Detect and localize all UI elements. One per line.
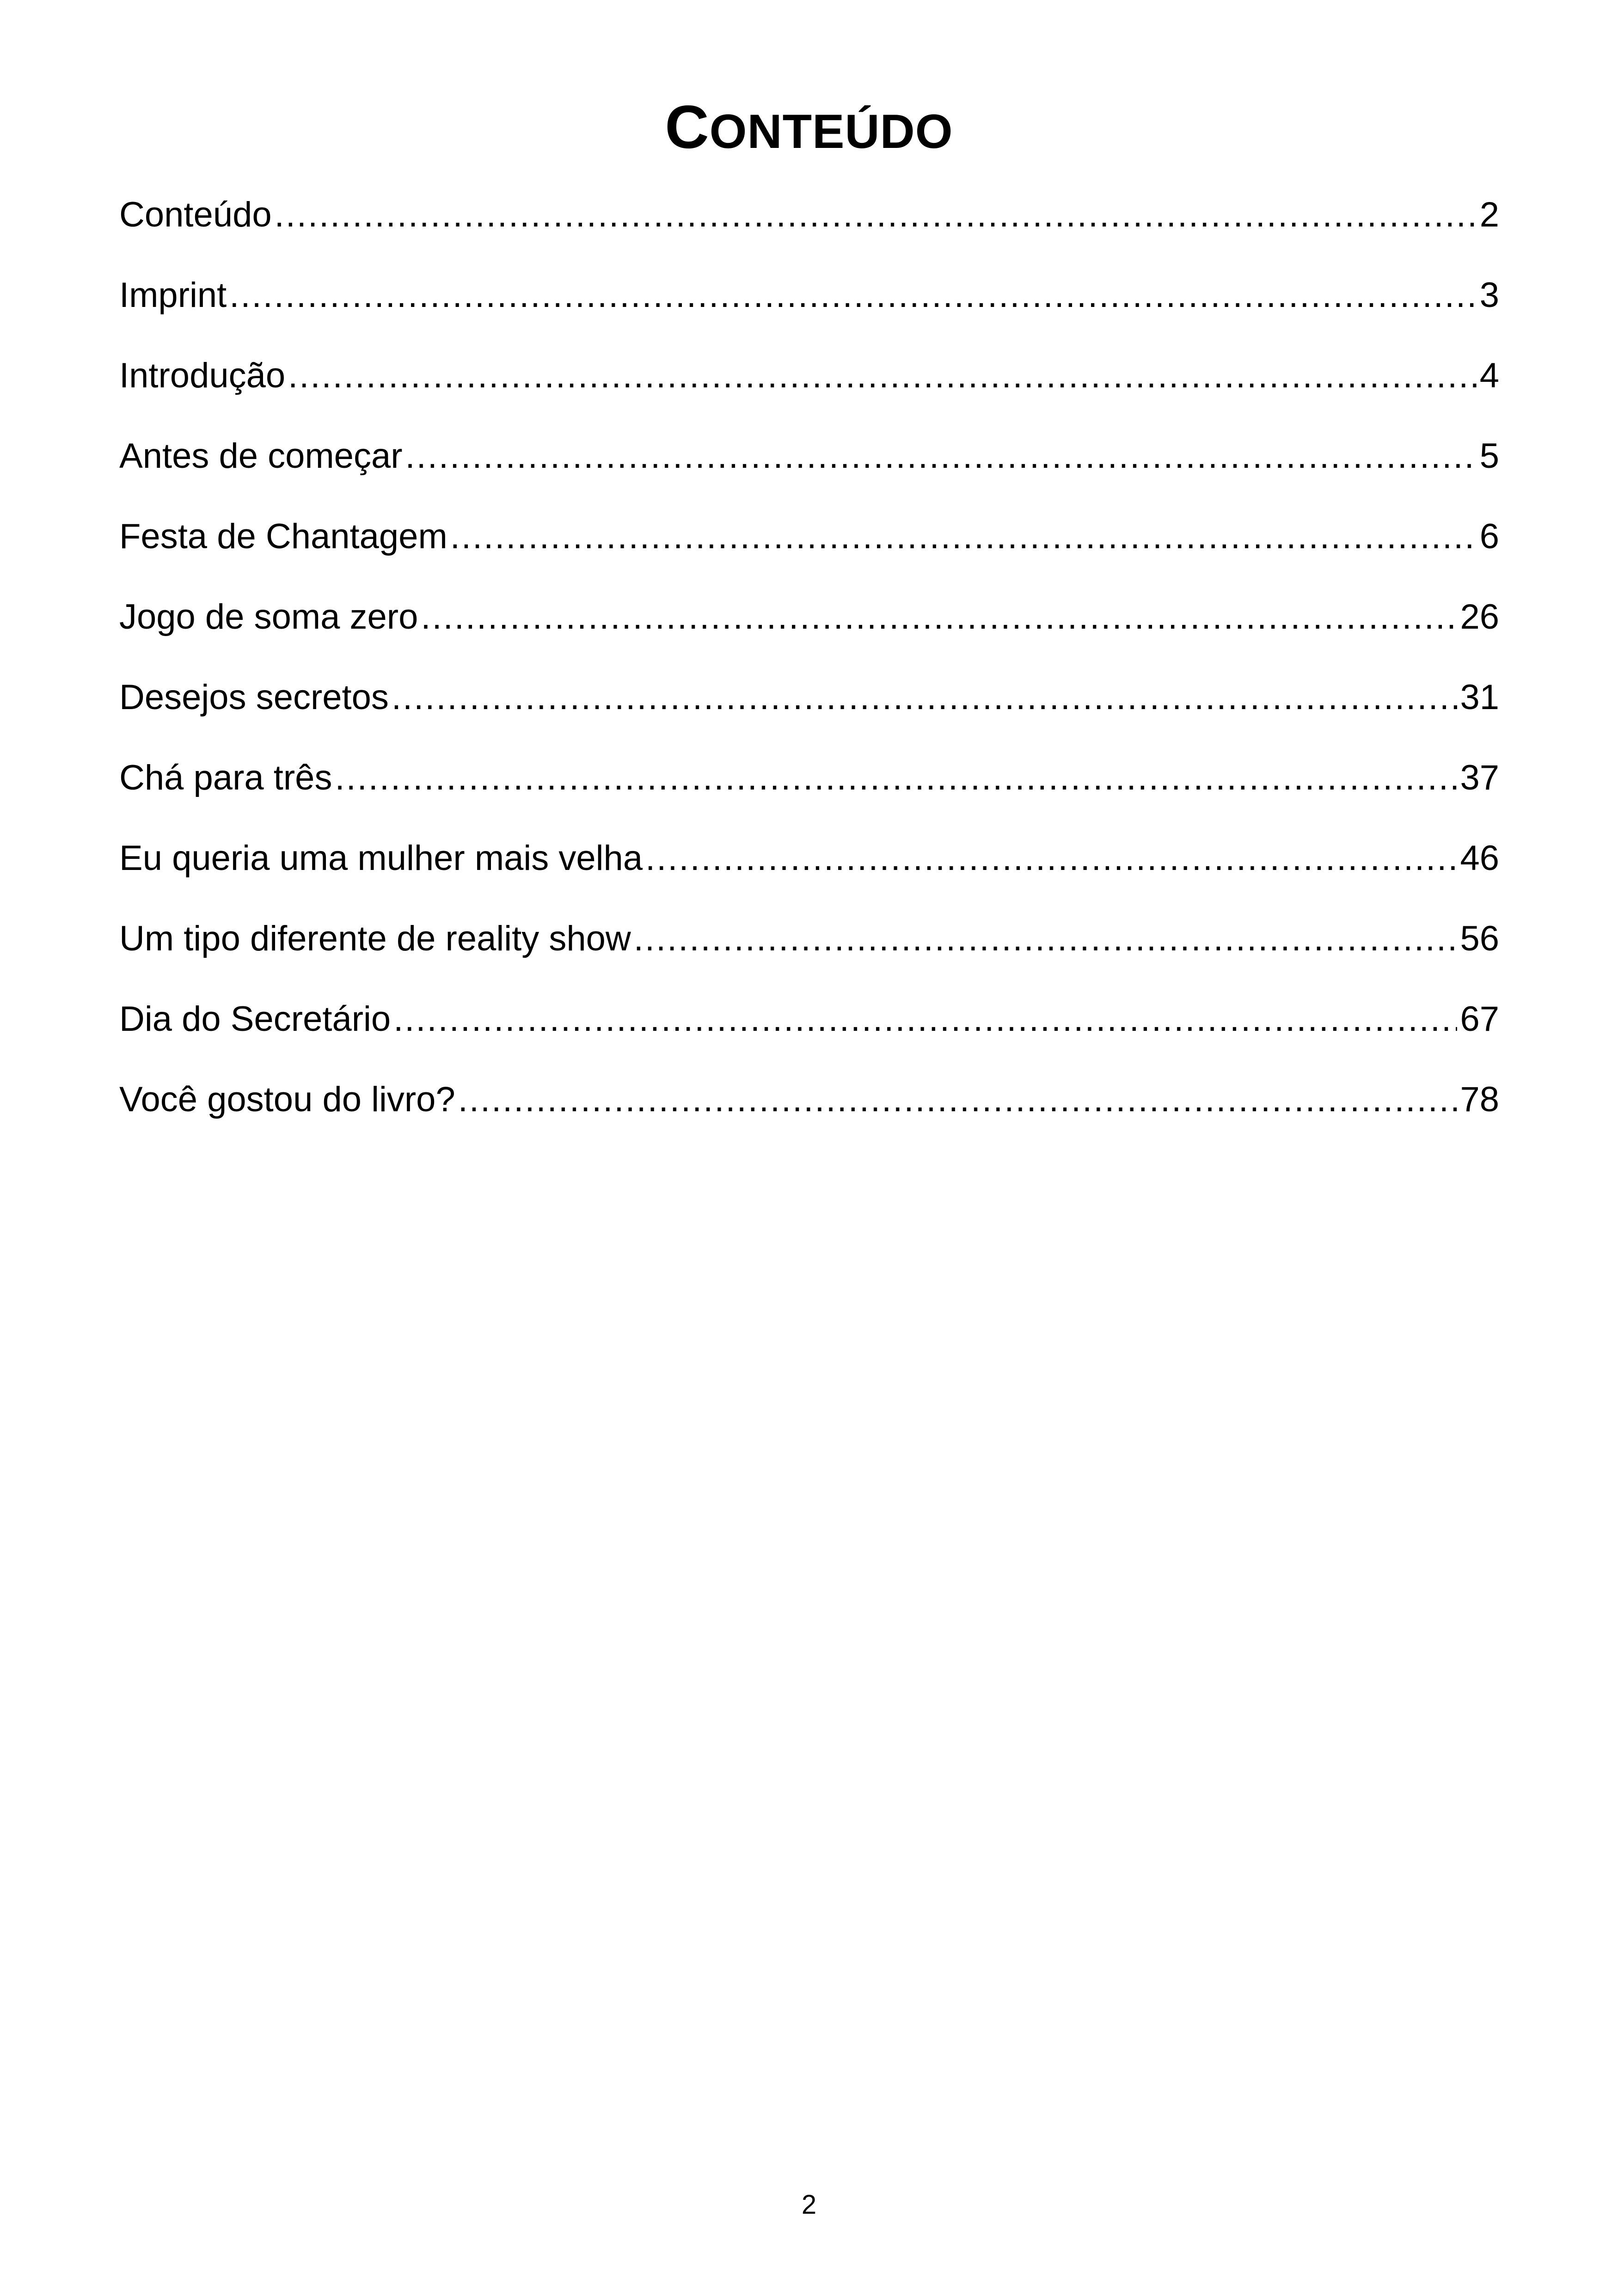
toc-entry-page: 5 xyxy=(1479,436,1499,476)
toc-dot-leader xyxy=(229,268,1477,323)
toc-entry-title: Um tipo diferente de reality show xyxy=(119,919,631,958)
toc-entry-page: 37 xyxy=(1460,758,1499,797)
toc-entry[interactable] xyxy=(119,670,1499,750)
toc-entry[interactable] xyxy=(119,831,1499,911)
toc-entry-page: 67 xyxy=(1460,999,1499,1039)
toc-entry-page: 6 xyxy=(1479,517,1499,556)
toc-dot-leader xyxy=(645,831,1457,886)
toc-dot-leader xyxy=(392,670,1458,725)
toc-entry-title: Imprint xyxy=(119,276,227,315)
toc-entry-page: 3 xyxy=(1479,276,1499,315)
page-title-rest: ONTEÚDO xyxy=(709,105,953,159)
table-of-contents xyxy=(119,187,1499,1152)
toc-entry-page: 26 xyxy=(1460,597,1499,637)
toc-entry-page: 4 xyxy=(1479,356,1499,395)
toc-entry[interactable] xyxy=(119,187,1499,268)
toc-entry-page: 56 xyxy=(1460,919,1499,958)
toc-entry[interactable] xyxy=(119,348,1499,429)
toc-dot-leader xyxy=(458,1072,1458,1127)
toc-dot-leader xyxy=(450,509,1477,564)
page-number: 2 xyxy=(801,2190,817,2220)
toc-dot-leader xyxy=(393,992,1457,1047)
toc-dot-leader xyxy=(421,589,1457,645)
toc-entry-page: 46 xyxy=(1460,839,1499,878)
toc-entry-title: Eu queria uma mulher mais velha xyxy=(119,839,643,878)
toc-entry[interactable] xyxy=(119,589,1499,670)
page-title xyxy=(0,90,1618,169)
toc-entry-title: Desejos secretos xyxy=(119,678,389,717)
toc-dot-leader xyxy=(275,187,1477,243)
toc-entry[interactable] xyxy=(119,429,1499,509)
toc-entry[interactable] xyxy=(119,992,1499,1072)
toc-dot-leader xyxy=(634,911,1458,967)
toc-entry-title: Festa de Chantagem xyxy=(119,517,447,556)
toc-entry[interactable] xyxy=(119,268,1499,348)
toc-entry-title: Antes de começar xyxy=(119,436,403,476)
page-title-initial: C xyxy=(665,93,710,161)
toc-entry-page: 31 xyxy=(1460,678,1499,717)
toc-entry-title: Você gostou do livro? xyxy=(119,1080,455,1119)
toc-entry-page: 78 xyxy=(1460,1080,1499,1119)
toc-dot-leader xyxy=(405,429,1477,484)
toc-dot-leader xyxy=(335,750,1457,806)
toc-entry[interactable] xyxy=(119,1072,1499,1152)
toc-entry[interactable] xyxy=(119,750,1499,831)
toc-entry-page: 2 xyxy=(1479,195,1499,234)
toc-entry-title: Dia do Secretário xyxy=(119,999,391,1039)
toc-entry-title: Conteúdo xyxy=(119,195,272,234)
toc-entry-title: Chá para três xyxy=(119,758,332,797)
toc-entry[interactable] xyxy=(119,911,1499,992)
toc-entry-title: Jogo de soma zero xyxy=(119,597,418,637)
toc-entry-title: Introdução xyxy=(119,356,286,395)
toc-entry[interactable] xyxy=(119,509,1499,589)
toc-dot-leader xyxy=(288,348,1477,404)
